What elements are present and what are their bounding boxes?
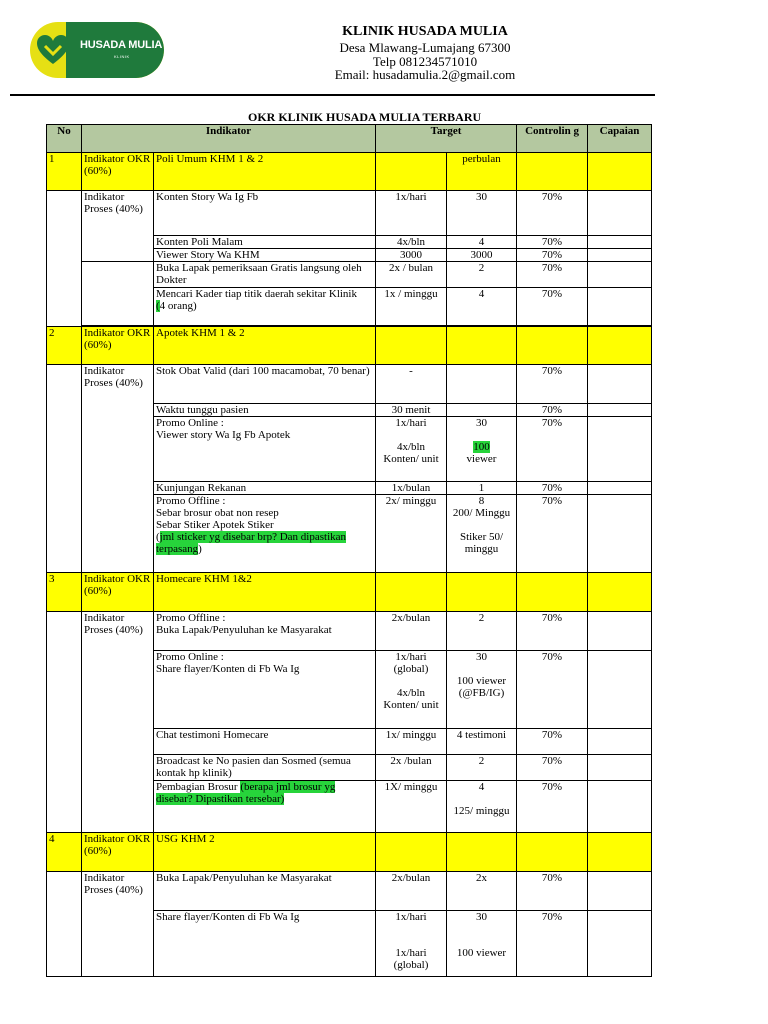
section-name: Poli Umum KHM 1 & 2 [154, 153, 376, 191]
capaian-cell [588, 911, 652, 977]
indicator-text: Mencari Kader tiap titik daerah sekitar Klinik [156, 288, 357, 300]
cell [517, 327, 588, 365]
indicator: Chat testimoni Homecare [154, 729, 376, 755]
proses-label: Indikator Proses (40%) [82, 872, 154, 977]
cell [447, 327, 517, 365]
target-frequency: 1X/ minggu [376, 781, 447, 833]
target-text: 1x/hari [395, 417, 427, 429]
indicator-text: Promo Online : [156, 651, 224, 663]
target-frequency: 2x/ minggu [376, 495, 447, 573]
indicator-text: Viewer story Wa Ig Fb Apotek [156, 429, 291, 441]
target-text: 1x/hari (global) [393, 947, 429, 971]
highlight-mark: ( [156, 300, 160, 312]
controlling-value: 70% [517, 365, 588, 404]
table-row [47, 327, 652, 365]
capaian-cell [588, 482, 652, 495]
capaian-cell [588, 249, 652, 262]
target-value [447, 495, 517, 573]
controlling-value: 70% [517, 262, 588, 288]
target-frequency: 30 menit [376, 404, 447, 417]
indicator-text: Promo Online : [156, 417, 224, 429]
cell [376, 833, 447, 872]
indicator [154, 288, 376, 326]
capaian-cell [588, 651, 652, 729]
cell [588, 327, 652, 365]
target-text: 125/ minggu [453, 805, 510, 817]
okr-label: Indikator OKR (60%) [82, 573, 154, 612]
target-frequency: 1x / minggu [376, 288, 447, 326]
highlight-mark: jml sticker yg disebar brp? Dan dipastikan terpasang [156, 531, 347, 555]
indicator-text: Promo Offline : [156, 495, 226, 507]
clinic-logo [30, 22, 164, 78]
indicator: Viewer Story Wa KHM [154, 249, 376, 262]
indicator-text: Promo Offline : [156, 612, 226, 624]
capaian-cell [588, 872, 652, 911]
capaian-cell [588, 365, 652, 404]
capaian-cell [588, 288, 652, 326]
target-value [447, 404, 517, 417]
cell [517, 153, 588, 191]
clinic-email: Email: husadamulia.2@gmail.com [334, 67, 516, 82]
target-value: 3000 [447, 249, 517, 262]
highlight-mark: (berapa jml brosur yg disebar? Dipastikan tersebar) [156, 781, 336, 805]
controlling-value: 70% [517, 911, 588, 977]
capaian-cell [588, 404, 652, 417]
clinic-name: KLINIK HUSADA MULIA [342, 24, 508, 39]
cell [517, 833, 588, 872]
cell [447, 833, 517, 872]
table-row [47, 191, 652, 236]
target-value: 2 [447, 755, 517, 781]
target-text: 100 viewer (@FB/IG) [456, 675, 507, 699]
indicator [154, 651, 376, 729]
controlling-value: 70% [517, 288, 588, 326]
target-value: 30 [447, 191, 517, 236]
cell [47, 612, 82, 833]
controlling-value: 70% [517, 191, 588, 236]
indicator: Kunjungan Rekanan [154, 482, 376, 495]
cell [376, 573, 447, 612]
indicator: Buka Lapak pemeriksaan Gratis langsung oleh Dokter [154, 262, 376, 288]
indicator-text: Share flayer/Konten di Fb Wa Ig [156, 663, 300, 675]
section-name: USG KHM 2 [154, 833, 376, 872]
target-text: 30 [476, 651, 487, 663]
logo-heart-icon [36, 34, 70, 66]
clinic-phone: Telp 081234571010 [372, 54, 478, 69]
table-row [47, 153, 652, 191]
target-frequency: 1x/ minggu [376, 729, 447, 755]
cell [47, 365, 82, 573]
header-divider [10, 94, 655, 96]
indicator [154, 417, 376, 482]
target-value: 4 testimoni [447, 729, 517, 755]
indicator: Stok Obat Valid (dari 100 macamobat, 70 benar) [154, 365, 376, 404]
target-value [447, 417, 517, 482]
target-frequency: 4x/bln [376, 236, 447, 249]
controlling-value: 70% [517, 495, 588, 573]
section-number: 3 [47, 573, 82, 612]
cell [517, 573, 588, 612]
table-header-row [47, 125, 652, 153]
target-value: 1 [447, 482, 517, 495]
target-frequency: - [376, 365, 447, 404]
target-text: 4 [478, 781, 485, 793]
indicator-text: Sebar brosur obat non resep [156, 507, 279, 519]
cell [82, 262, 154, 326]
cell [588, 833, 652, 872]
clinic-address: Desa Mlawang-Lumajang 67300 [339, 40, 511, 55]
section-number: 1 [47, 153, 82, 191]
okr-label: Indikator OKR (60%) [82, 833, 154, 872]
controlling-value: 70% [517, 236, 588, 249]
target-text: 100 viewer [456, 947, 507, 959]
col-capaian: Capaian [588, 125, 652, 153]
indicator-text: ) [198, 543, 202, 555]
col-controlling: Controlin g [517, 125, 588, 153]
target-value [447, 651, 517, 729]
controlling-value: 70% [517, 404, 588, 417]
indicator [154, 495, 376, 573]
logo-brand-text: HUSADA MULIA [80, 39, 163, 51]
indicator: Konten Story Wa Ig Fb [154, 191, 376, 236]
controlling-value: 70% [517, 872, 588, 911]
target-value: 4 [447, 236, 517, 249]
target-value: 4 [447, 288, 517, 326]
target-value [447, 781, 517, 833]
controlling-value: 70% [517, 755, 588, 781]
cell [588, 573, 652, 612]
target-text: 1x/hari [395, 911, 427, 923]
table-row [47, 573, 652, 612]
section-name: Apotek KHM 1 & 2 [154, 327, 376, 365]
cell [47, 872, 82, 977]
target-value: 2 [447, 262, 517, 288]
capaian-cell [588, 417, 652, 482]
controlling-value: 70% [517, 781, 588, 833]
okr-label: Indikator OKR (60%) [82, 327, 154, 365]
indicator-text: Sebar Stiker Apotek Stiker [156, 519, 274, 531]
indicator: Broadcast ke No pasien dan Sosmed (semua kontak hp klinik) [154, 755, 376, 781]
proses-label: Indikator Proses (40%) [82, 365, 154, 573]
document-title: OKR KLINIK HUSADA MULIA TERBARU [248, 110, 482, 124]
target-text: Stiker 50/ minggu [459, 531, 504, 555]
target-frequency: 2x /bulan [376, 755, 447, 781]
capaian-cell [588, 755, 652, 781]
period-label: perbulan [447, 153, 517, 191]
col-indikator: Indikator [82, 125, 376, 153]
indicator [154, 781, 376, 833]
indicator [154, 612, 376, 651]
controlling-value: 70% [517, 651, 588, 729]
target-frequency [376, 651, 447, 729]
proses-label: Indikator Proses (40%) [82, 191, 154, 262]
target-text: 1x/hari (global) [393, 651, 429, 675]
target-text: 4x/bln Konten/ unit [383, 687, 439, 711]
controlling-value: 70% [517, 417, 588, 482]
okr-table [46, 124, 652, 977]
target-text: 8 [478, 495, 485, 507]
capaian-cell [588, 236, 652, 249]
logo-sub-text: KLINIK [114, 54, 130, 59]
indicator: Buka Lapak/Penyuluhan ke Masyarakat [154, 872, 376, 911]
section-name: Homecare KHM 1&2 [154, 573, 376, 612]
target-frequency: 2x / bulan [376, 262, 447, 288]
target-frequency: 1x/hari [376, 191, 447, 236]
target-frequency [376, 417, 447, 482]
cell [376, 153, 447, 191]
capaian-cell [588, 612, 652, 651]
table-row [47, 612, 652, 651]
table-row [47, 365, 652, 404]
section-number: 4 [47, 833, 82, 872]
indicator-text: ( [156, 531, 160, 543]
target-frequency [376, 911, 447, 977]
target-text: 30 [476, 417, 487, 429]
indicator-text: Pembagian Brosur [156, 781, 241, 793]
table-row [47, 833, 652, 872]
target-text: viewer [466, 453, 497, 465]
indicator: Share flayer/Konten di Fb Wa Ig [154, 911, 376, 977]
target-frequency: 2x/bulan [376, 612, 447, 651]
proses-label: Indikator Proses (40%) [82, 612, 154, 833]
controlling-value: 70% [517, 612, 588, 651]
table-row [47, 872, 652, 911]
capaian-cell [588, 495, 652, 573]
target-frequency: 1x/bulan [376, 482, 447, 495]
capaian-cell [588, 262, 652, 288]
okr-label: Indikator OKR (60%) [82, 153, 154, 191]
controlling-value: 70% [517, 482, 588, 495]
target-text: 4x/bln Konten/ unit [383, 441, 439, 465]
target-value [447, 911, 517, 977]
indicator-text: 4 orang) [159, 300, 197, 312]
target-text: 30 [476, 911, 487, 923]
target-text: 200/ Minggu [452, 507, 511, 519]
target-frequency: 3000 [376, 249, 447, 262]
capaian-cell [588, 729, 652, 755]
indicator: Konten Poli Malam [154, 236, 376, 249]
cell [447, 573, 517, 612]
capaian-cell [588, 781, 652, 833]
target-value [447, 365, 517, 404]
capaian-cell [588, 191, 652, 236]
indicator: Waktu tunggu pasien [154, 404, 376, 417]
table-row [47, 262, 652, 288]
controlling-value: 70% [517, 249, 588, 262]
section-number: 2 [47, 327, 82, 365]
cell [47, 191, 82, 327]
cell [588, 153, 652, 191]
target-frequency: 2x/bulan [376, 872, 447, 911]
cell [376, 327, 447, 365]
controlling-value: 70% [517, 729, 588, 755]
highlight-mark: 100 [473, 441, 490, 453]
indicator-text: Buka Lapak/Penyuluhan ke Masyarakat [156, 624, 332, 636]
target-value: 2x [447, 872, 517, 911]
col-target: Target [376, 125, 517, 153]
target-value: 2 [447, 612, 517, 651]
col-no: No [47, 125, 82, 153]
